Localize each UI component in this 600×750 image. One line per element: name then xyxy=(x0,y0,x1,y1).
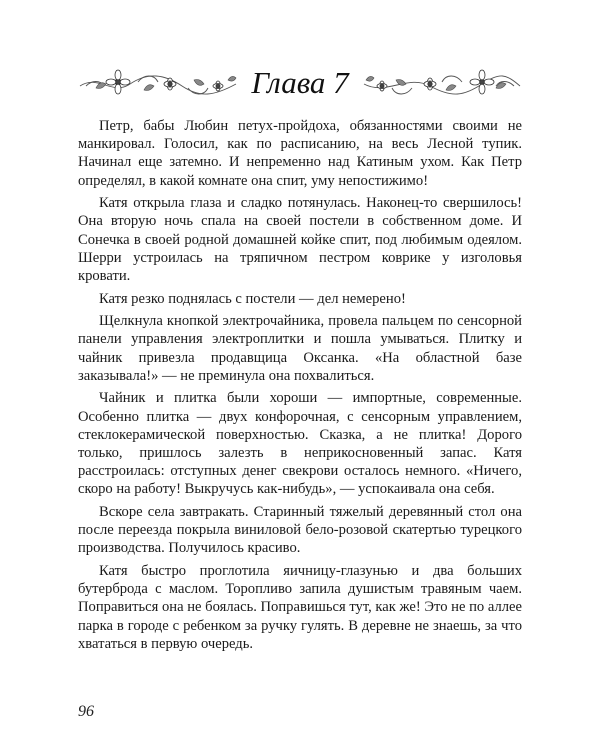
paragraph: Чайник и плитка были хороши — импортные, современные. Особенно плитка — двух конфорочная, с сенсорным управлением, стеклокерамической поверхностью. Сказка, а не плитка! Дорого только, пришлось залезть в неприкосновенный запас. Катя расстроилась: отступных денег свекрови осталось немного. «Ничего, скоро на работу! Выкручусь как-нибудь», — успокаивала она себя. xyxy=(78,390,522,498)
paragraph: Щелкнула кнопкой электрочайника, провела пальцем по сенсорной панели управления электроплитки и пошла умываться. Плитку и чайник привезла продавщица Оксанка. «На областной базе заказывала!» — не преминула она похвалиться. xyxy=(78,313,522,384)
chapter-body xyxy=(78,117,522,657)
chapter-title: Глава 7 xyxy=(238,64,362,102)
paragraph: Катя резко поднялась с постели — дел немерено! xyxy=(99,290,406,307)
chapter-header xyxy=(78,62,522,106)
paragraph: Катя быстро проглотила яичницу-глазунью и два больших бутерброда с маслом. Торопливо запила душистым травяным чаем. Поправиться она не боялась. Поправишься тут, как же! Это не по аллее парка в городе с ребенком за ручку гулять. В деревне не знаешь, за что хвататься в первую очередь. xyxy=(78,563,522,652)
paragraph: Катя открыла глаза и сладко потянулась. Наконец-то свершилось! Она вторую ночь спала на своей постели в собственном доме. И Сонечка в своей родной домашней койке спит, под любимым одеялом. Шерри устроилась на тряпичном пестром коврике у изголовья кровати. xyxy=(78,195,522,285)
paragraph: Петр, бабы Любин петух-пройдоха, обязанностями своими не манкировал. Голосил, как по расписанию, на весь Лесной тупик. Начинал еще затемно. И непременно над Катиным ухом. Как Петр определял, в какой комнате она спит, уму непостижимо! xyxy=(78,118,522,189)
page-number: 96 xyxy=(78,703,94,720)
paragraph: Вскоре села завтракать. Старинный тяжелый деревянный стол она после переезда покрыла виниловой бело-розовой скатертью турецкого производства. Получилось красиво. xyxy=(78,504,522,557)
